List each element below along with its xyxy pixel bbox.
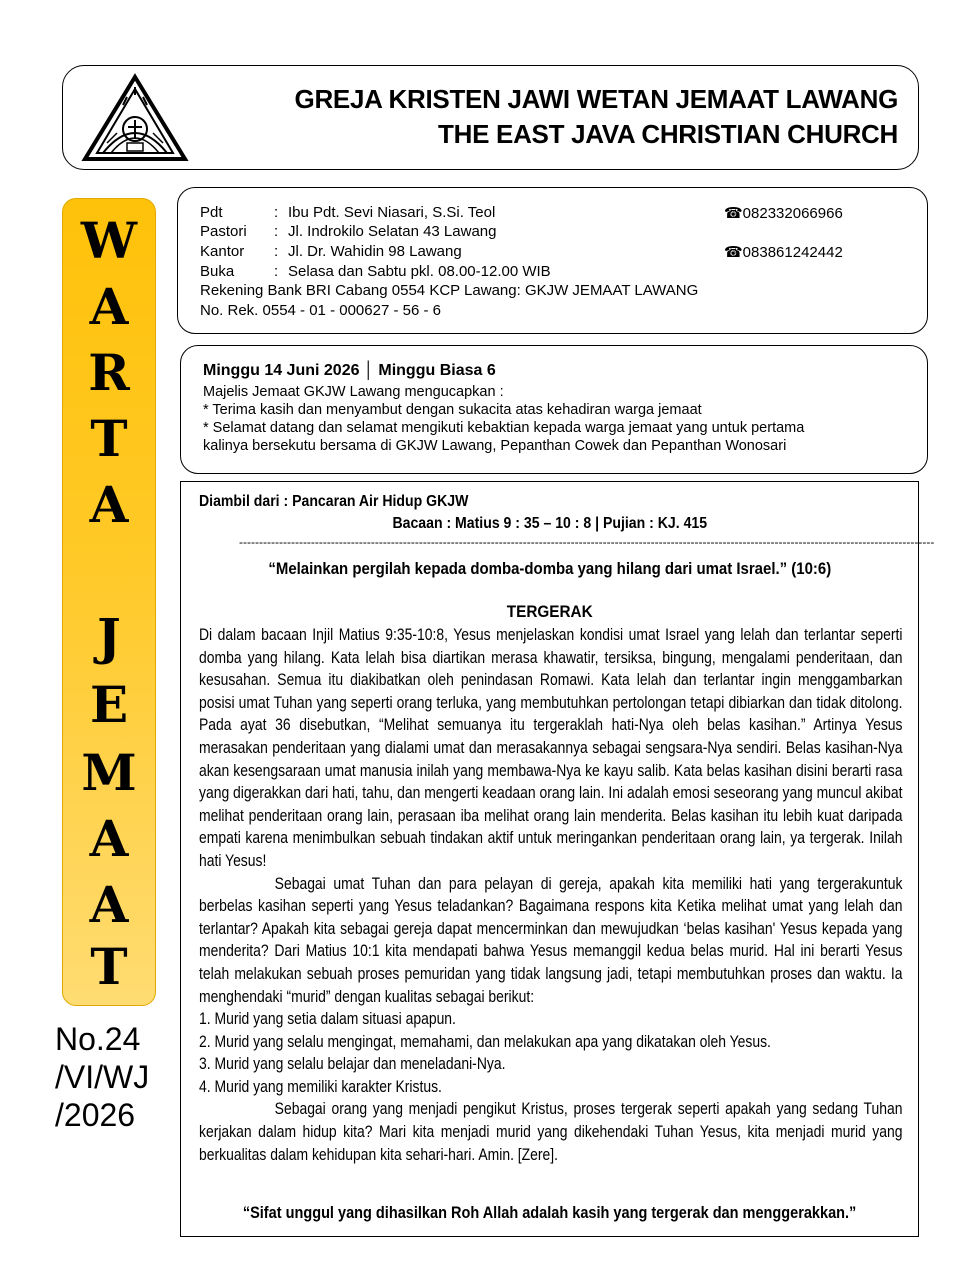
devotional-article xyxy=(180,481,935,1237)
banner-letter: M xyxy=(81,743,137,802)
info-colon: : xyxy=(274,223,279,240)
info-label: Buka xyxy=(200,263,235,280)
info-label: Pastori xyxy=(200,223,247,240)
paragraph: Sebagai umat Tuhan dan para pelayan di gereja, apakah kita memiliki hati yang tergerakuntuk berbelas kasihan seperti yang Yesus teladankan? Bagaimana respons kita Ketika melihat umat yang lelah dan terlantar? Apakah kita sebagai gereja dapat mencerminkan dan mewujudkan ‘belas kasihan' Yesus kepada yang menderita? Dari Matius 10:1 kita mendapati bahwa Yesus memanggil kedua belas murid. Hal ini berarti Yesus telah melakukan sebuah proses pemuridan yang tidak langsung jadi, tetapi membutuhkan proses dan waktu. Ia menghendaki “murid” dengan kualitas sebagai berikut: xyxy=(199,874,903,1006)
banner-letter: W xyxy=(80,211,138,270)
banner-letter: A xyxy=(89,475,129,534)
greeting-line: * Terima kasih dan menyambut dengan sukacita atas kehadiran warga jemaat xyxy=(203,402,702,418)
banner-letter: A xyxy=(89,277,129,336)
info-value: Selasa dan Sabtu pkl. 08.00-12.00 WIB xyxy=(288,263,551,280)
info-value: Jl. Indrokilo Selatan 43 Lawang xyxy=(288,223,497,240)
info-colon: : xyxy=(274,204,279,221)
closing-quote-text: “Sifat unggul yang dihasilkan Roh Allah adalah kasih yang tergerak dan menggerakkan.” xyxy=(242,1204,857,1222)
info-label: Pdt xyxy=(200,204,223,221)
article-source: Diambil dari : Pancaran Air Hidup GKJW xyxy=(199,493,469,510)
issue-line: /2026 xyxy=(55,1097,136,1133)
bank-info: Rekening Bank BRI Cabang 0554 KCP Lawang: GKJW JEMAAT LAWANG xyxy=(200,282,699,299)
issue-number xyxy=(55,1020,149,1134)
article-body xyxy=(199,624,902,1166)
church-name-title: GREJA KRISTEN JAWI WETAN JEMAAT LAWANG xyxy=(294,84,898,114)
issue-line: No.24 xyxy=(55,1021,141,1057)
header-banner xyxy=(62,65,919,170)
list-item: 4. Murid yang memiliki karakter Kristus. xyxy=(199,1077,442,1096)
sunday-title: Minggu 14 Juni 2026 │ Minggu Biasa 6 xyxy=(203,362,496,379)
banner-letter: J xyxy=(97,607,121,666)
info-value: Jl. Dr. Wahidin 98 Lawang xyxy=(288,243,462,260)
paragraph: Sebagai orang yang menjadi pengikut Kristus, proses tergerak seperti apakah yang sedang Tuhan kerjakan dalam hidup kita? Mari kita menjadi murid yang dikehendaki Tuhan Yesus, kita menjadi murid yang berkualitas dalam kehidupan kita sehari-hari. Amin. [Zere]. xyxy=(199,1100,903,1164)
list-item: 3. Murid yang selalu belajar dan meneladani-Nya. xyxy=(199,1055,506,1074)
church-logo-icon xyxy=(81,73,189,163)
disciple-qualities-list xyxy=(199,1008,902,1098)
greeting-line: * Selamat datang dan selamat mengikuti kebaktian kepada warga jemaat yang untuk pertama xyxy=(203,420,805,436)
phone-pastor: ☎082332066966 xyxy=(724,205,843,222)
article-title-text: TERGERAK xyxy=(506,602,593,621)
banner-letter: T xyxy=(90,409,128,468)
reading-line xyxy=(181,515,918,533)
banner-letter: R xyxy=(88,343,130,402)
warta-jemaat-banner xyxy=(62,198,156,1006)
greeting-line: Majelis Jemaat GKJW Lawang mengucapkan : xyxy=(203,384,504,400)
banner-letter: E xyxy=(89,675,129,734)
banner-letter: A xyxy=(89,875,129,934)
sunday-greeting-box xyxy=(180,345,928,474)
church-english-title: THE EAST JAVA CHRISTIAN CHURCH xyxy=(438,119,898,149)
info-label: Kantor xyxy=(200,243,245,260)
banner-letter: T xyxy=(90,937,128,996)
list-item: 1. Murid yang setia dalam situasi apapun. xyxy=(199,1010,456,1029)
article-title xyxy=(181,602,918,622)
list-item: 2. Murid yang selalu mengingat, memahami, dan melakukan apa yang dikatakan oleh Yesus. xyxy=(199,1032,771,1051)
key-verse xyxy=(181,559,918,579)
info-colon: : xyxy=(274,243,279,260)
info-value: Ibu Pdt. Sevi Niasari, S.Si. Teol xyxy=(288,204,496,221)
greeting-line: kalinya bersekutu bersama di GKJW Lawang, Pepanthan Cowek dan Pepanthan Wonosari xyxy=(203,438,787,454)
banner-letter: A xyxy=(89,809,129,868)
closing-quote xyxy=(181,1204,918,1223)
account-number: No. Rek. 0554 - 01 - 000627 - 56 - 6 xyxy=(200,302,441,319)
issue-line: /VI/WJ xyxy=(55,1059,150,1095)
key-verse-text: “Melainkan pergilah kepada domba-domba yang hilang dari umat Israel.” (10:6) xyxy=(268,559,831,578)
paragraph: Di dalam bacaan Injil Matius 9:35-10:8, Yesus menjelaskan kondisi umat Israel yang lelah dan terlantar seperti domba yang hilang. Kata lelah bisa diartikan merasa khawatir, tersiksa, bingung, mengalami penderitaan, dan kesusahan. Semua itu diakibatkan oleh penindasan Romawi. Kata lelah dan terlantar ingin menggambarkan posisi umat Tuhan yang seperti orang terluka, yang membutuhkan pertolongan tetapi dibiarkan dan tidak ditolong. Pada ayat 36 disebutkan, “Melihat semuanya itu tergeraklah hati-Nya oleh belas kasihan.” Artinya Yesus merasakan penderitaan yang dialami umat dan merasakannya sebagai sengsara-Nya sendiri. Belas kasihan-Nya akan kesengsaraan umat manusia inilah yang membawa-Nya ke kayu salib. Kata belas kasihan disini berarti rasa yang digerakkan dari hati, tahu, dan mengerti keadaan orang lain. Ini adalah emosi seseorang yang muncul akibat melihat penderitaan orang lain, perasaan iba melihat orang lain menderita. Belas kasihan itu lebih kuat daripada empati karena menimbulkan sebuah tindakan aktif untuk meringankan penderitaan orang lain, ya tergerak. Inilah hati Yesus! xyxy=(199,626,903,870)
divider-line: ------------------------------------------------------------------------------------------------------------------------------------------------------------------------------ xyxy=(239,535,935,549)
church-info-box xyxy=(177,187,928,334)
reading-text: Bacaan : Matius 9 : 35 – 10 : 8 | Pujian : KJ. 415 xyxy=(392,515,707,532)
phone-office: ☎083861242442 xyxy=(724,244,843,261)
info-colon: : xyxy=(274,263,279,280)
